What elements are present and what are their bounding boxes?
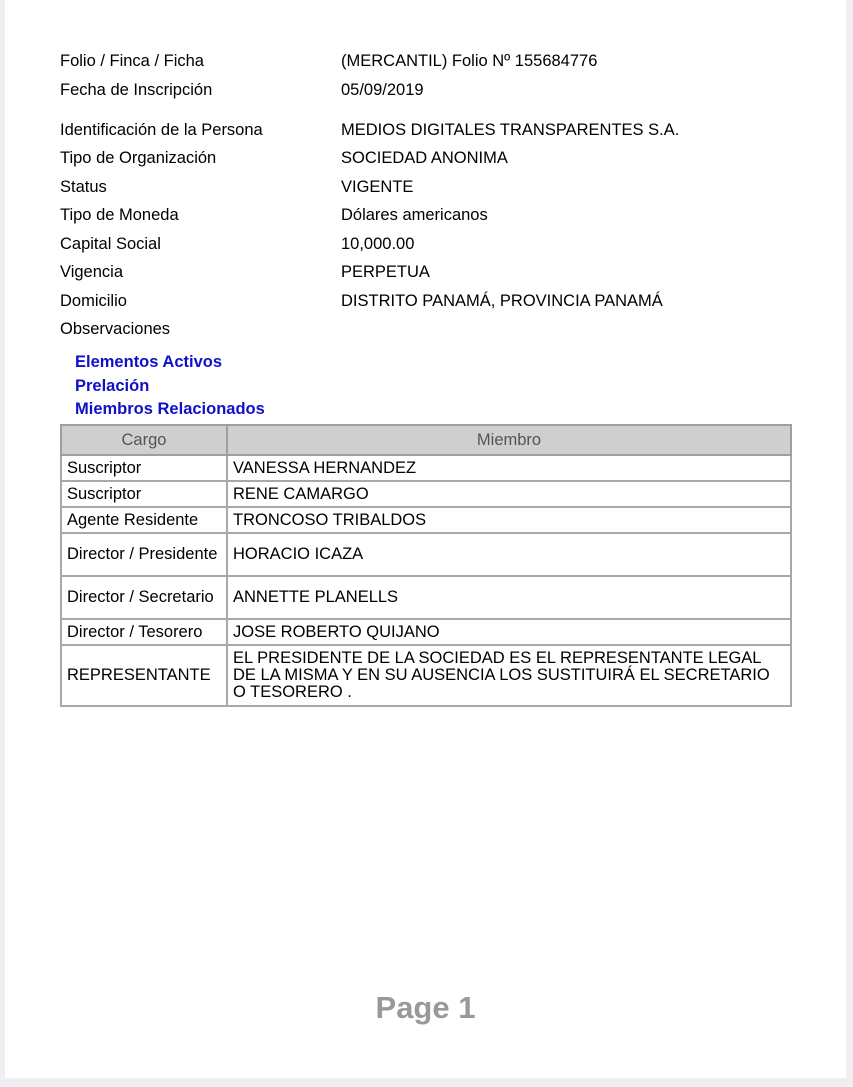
info-label: Vigencia	[60, 263, 123, 281]
cell-miembro: HORACIO ICAZA	[227, 533, 791, 576]
link-elementos-activos[interactable]: Elementos Activos	[75, 353, 223, 371]
table-row	[61, 481, 791, 507]
info-value: DISTRITO PANAMÁ, PROVINCIA PANAMÁ	[341, 292, 663, 310]
info-label: Capital Social	[60, 235, 161, 253]
info-value: SOCIEDAD ANONIMA	[341, 149, 508, 167]
cell-cargo: Suscriptor	[61, 481, 227, 507]
info-value: VIGENTE	[341, 178, 414, 196]
cell-miembro: VANESSA HERNANDEZ	[227, 455, 791, 481]
table-row	[61, 455, 791, 481]
cell-miembro: JOSE ROBERTO QUIJANO	[227, 619, 791, 645]
column-header-cargo: Cargo	[61, 425, 227, 455]
info-value: MEDIOS DIGITALES TRANSPARENTES S.A.	[341, 121, 680, 139]
info-label: Status	[60, 178, 107, 196]
info-label: Tipo de Organización	[60, 149, 217, 167]
page-number: Page 1	[375, 990, 476, 1025]
document-page	[5, 0, 846, 1078]
cell-cargo: Director / Secretario	[61, 576, 227, 619]
link-miembros-relacionados[interactable]: Miembros Relacionados	[75, 400, 265, 418]
table-row	[61, 619, 791, 645]
table-row	[61, 507, 791, 533]
cell-cargo: REPRESENTANTE	[61, 645, 227, 706]
table-header-row	[61, 425, 791, 455]
cell-miembro: RENE CAMARGO	[227, 481, 791, 507]
cell-cargo: Director / Presidente	[61, 533, 227, 576]
cell-cargo: Agente Residente	[61, 507, 227, 533]
info-label: Fecha de Inscripción	[60, 81, 213, 99]
cell-cargo: Suscriptor	[61, 455, 227, 481]
info-label: Folio / Finca / Ficha	[60, 52, 204, 70]
table-row	[61, 533, 791, 576]
link-prelacion[interactable]: Prelación	[75, 376, 150, 395]
cell-miembro: EL PRESIDENTE DE LA SOCIEDAD ES EL REPRESENTANTE LEGAL DE LA MISMA Y EN SU AUSENCIA LOS SUSTITUIRÁ EL SECRETARIO O TESORERO .	[227, 645, 791, 706]
cell-miembro: TRONCOSO TRIBALDOS	[227, 507, 791, 533]
column-header-miembro: Miembro	[227, 425, 791, 455]
cell-cargo: Director / Tesorero	[61, 619, 227, 645]
info-value: (MERCANTIL) Folio Nº 155684776	[341, 52, 598, 70]
info-label: Domicilio	[60, 292, 127, 310]
info-value: 05/09/2019	[341, 81, 424, 99]
table-row	[61, 645, 791, 706]
info-value: PERPETUA	[341, 263, 430, 281]
cell-miembro: ANNETTE PLANELLS	[227, 576, 791, 619]
members-table	[60, 424, 792, 707]
info-value: 10,000.00	[341, 235, 415, 253]
info-value: Dólares americanos	[341, 206, 488, 224]
info-label: Tipo de Moneda	[60, 206, 179, 224]
info-label: Identificación de la Persona	[60, 121, 263, 139]
info-label: Observaciones	[60, 320, 171, 338]
section-links	[75, 351, 265, 422]
table-row	[61, 576, 791, 619]
